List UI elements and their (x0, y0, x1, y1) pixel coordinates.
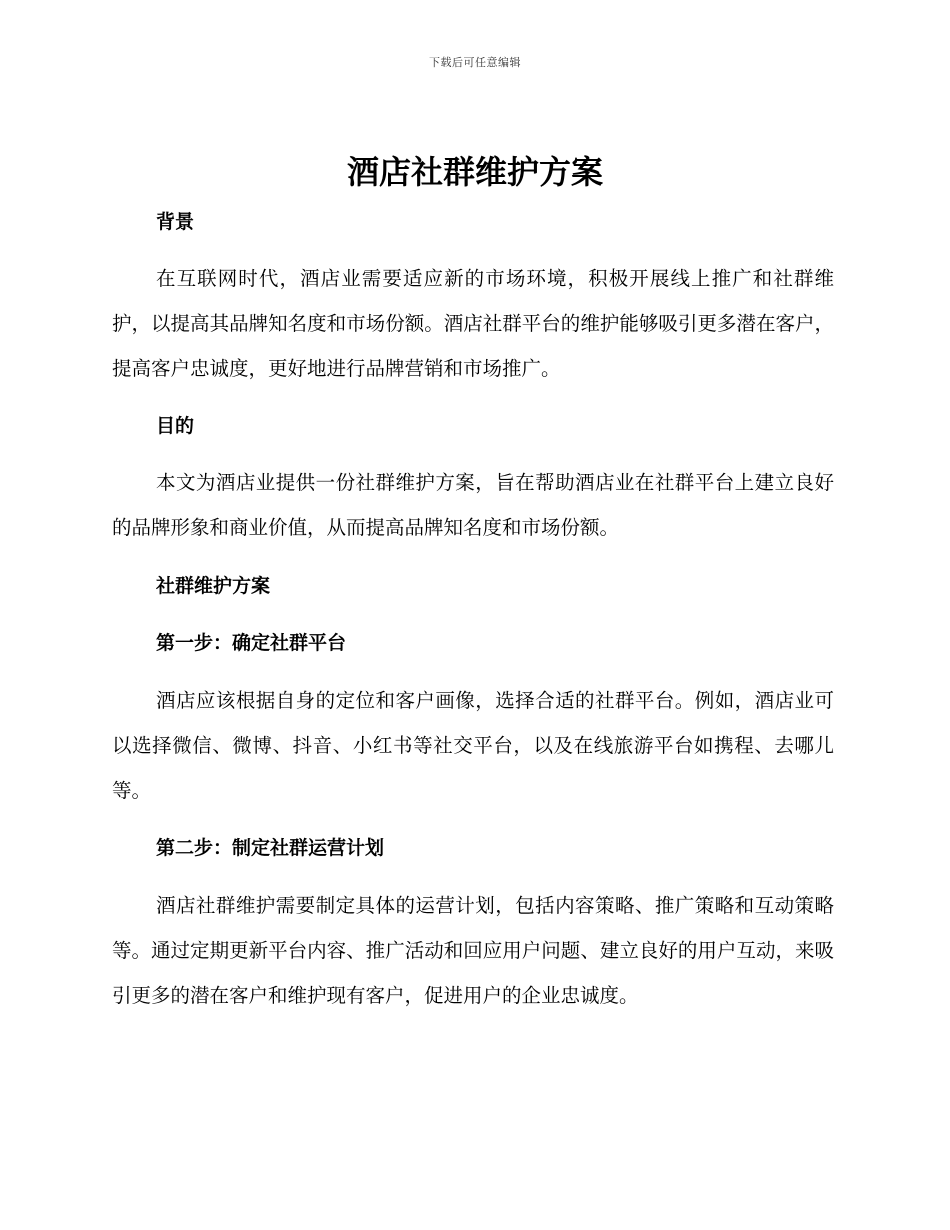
section-heading-plan: 社群维护方案 (156, 575, 271, 597)
section-heading-purpose: 目的 (156, 415, 195, 437)
section-paragraph-step-two: 酒店社群维护需要制定具体的运营计划，包括内容策略、推广策略和互动策略等。通过定期更新平台内容、推广活动和回应用户问题、建立良好的用户互动，来吸引更多的潜在客户和维护现有客户，促进用户的企业忠诚度。 (112, 894, 834, 1007)
section-paragraph-step-one: 酒店应该根据自身的定位和客户画像，选择合适的社群平台。例如，酒店业可以选择微信、微博、抖音、小红书等社交平台，以及在线旅游平台如携程、去哪儿等。 (112, 689, 834, 802)
section-heading-step-one: 第一步：确定社群平台 (156, 632, 347, 654)
header-note: 下载后可任意编辑 (429, 56, 521, 69)
section-paragraph-purpose: 本文为酒店业提供一份社群维护方案，旨在帮助酒店业在社群平台上建立良好的品牌形象和商业价值，从而提高品牌知名度和市场份额。 (112, 471, 834, 539)
section-paragraph-background: 在互联网时代，酒店业需要适应新的市场环境，积极开展线上推广和社群维护，以提高其品牌知名度和市场份额。酒店社群平台的维护能够吸引更多潜在客户，提高客户忠诚度，更好地进行品牌营销和市场推广。 (112, 267, 834, 380)
document-title: 酒店社群维护方案 (346, 153, 603, 191)
section-heading-step-two: 第二步：制定社群运营计划 (156, 837, 385, 859)
section-heading-background: 背景 (156, 211, 195, 233)
